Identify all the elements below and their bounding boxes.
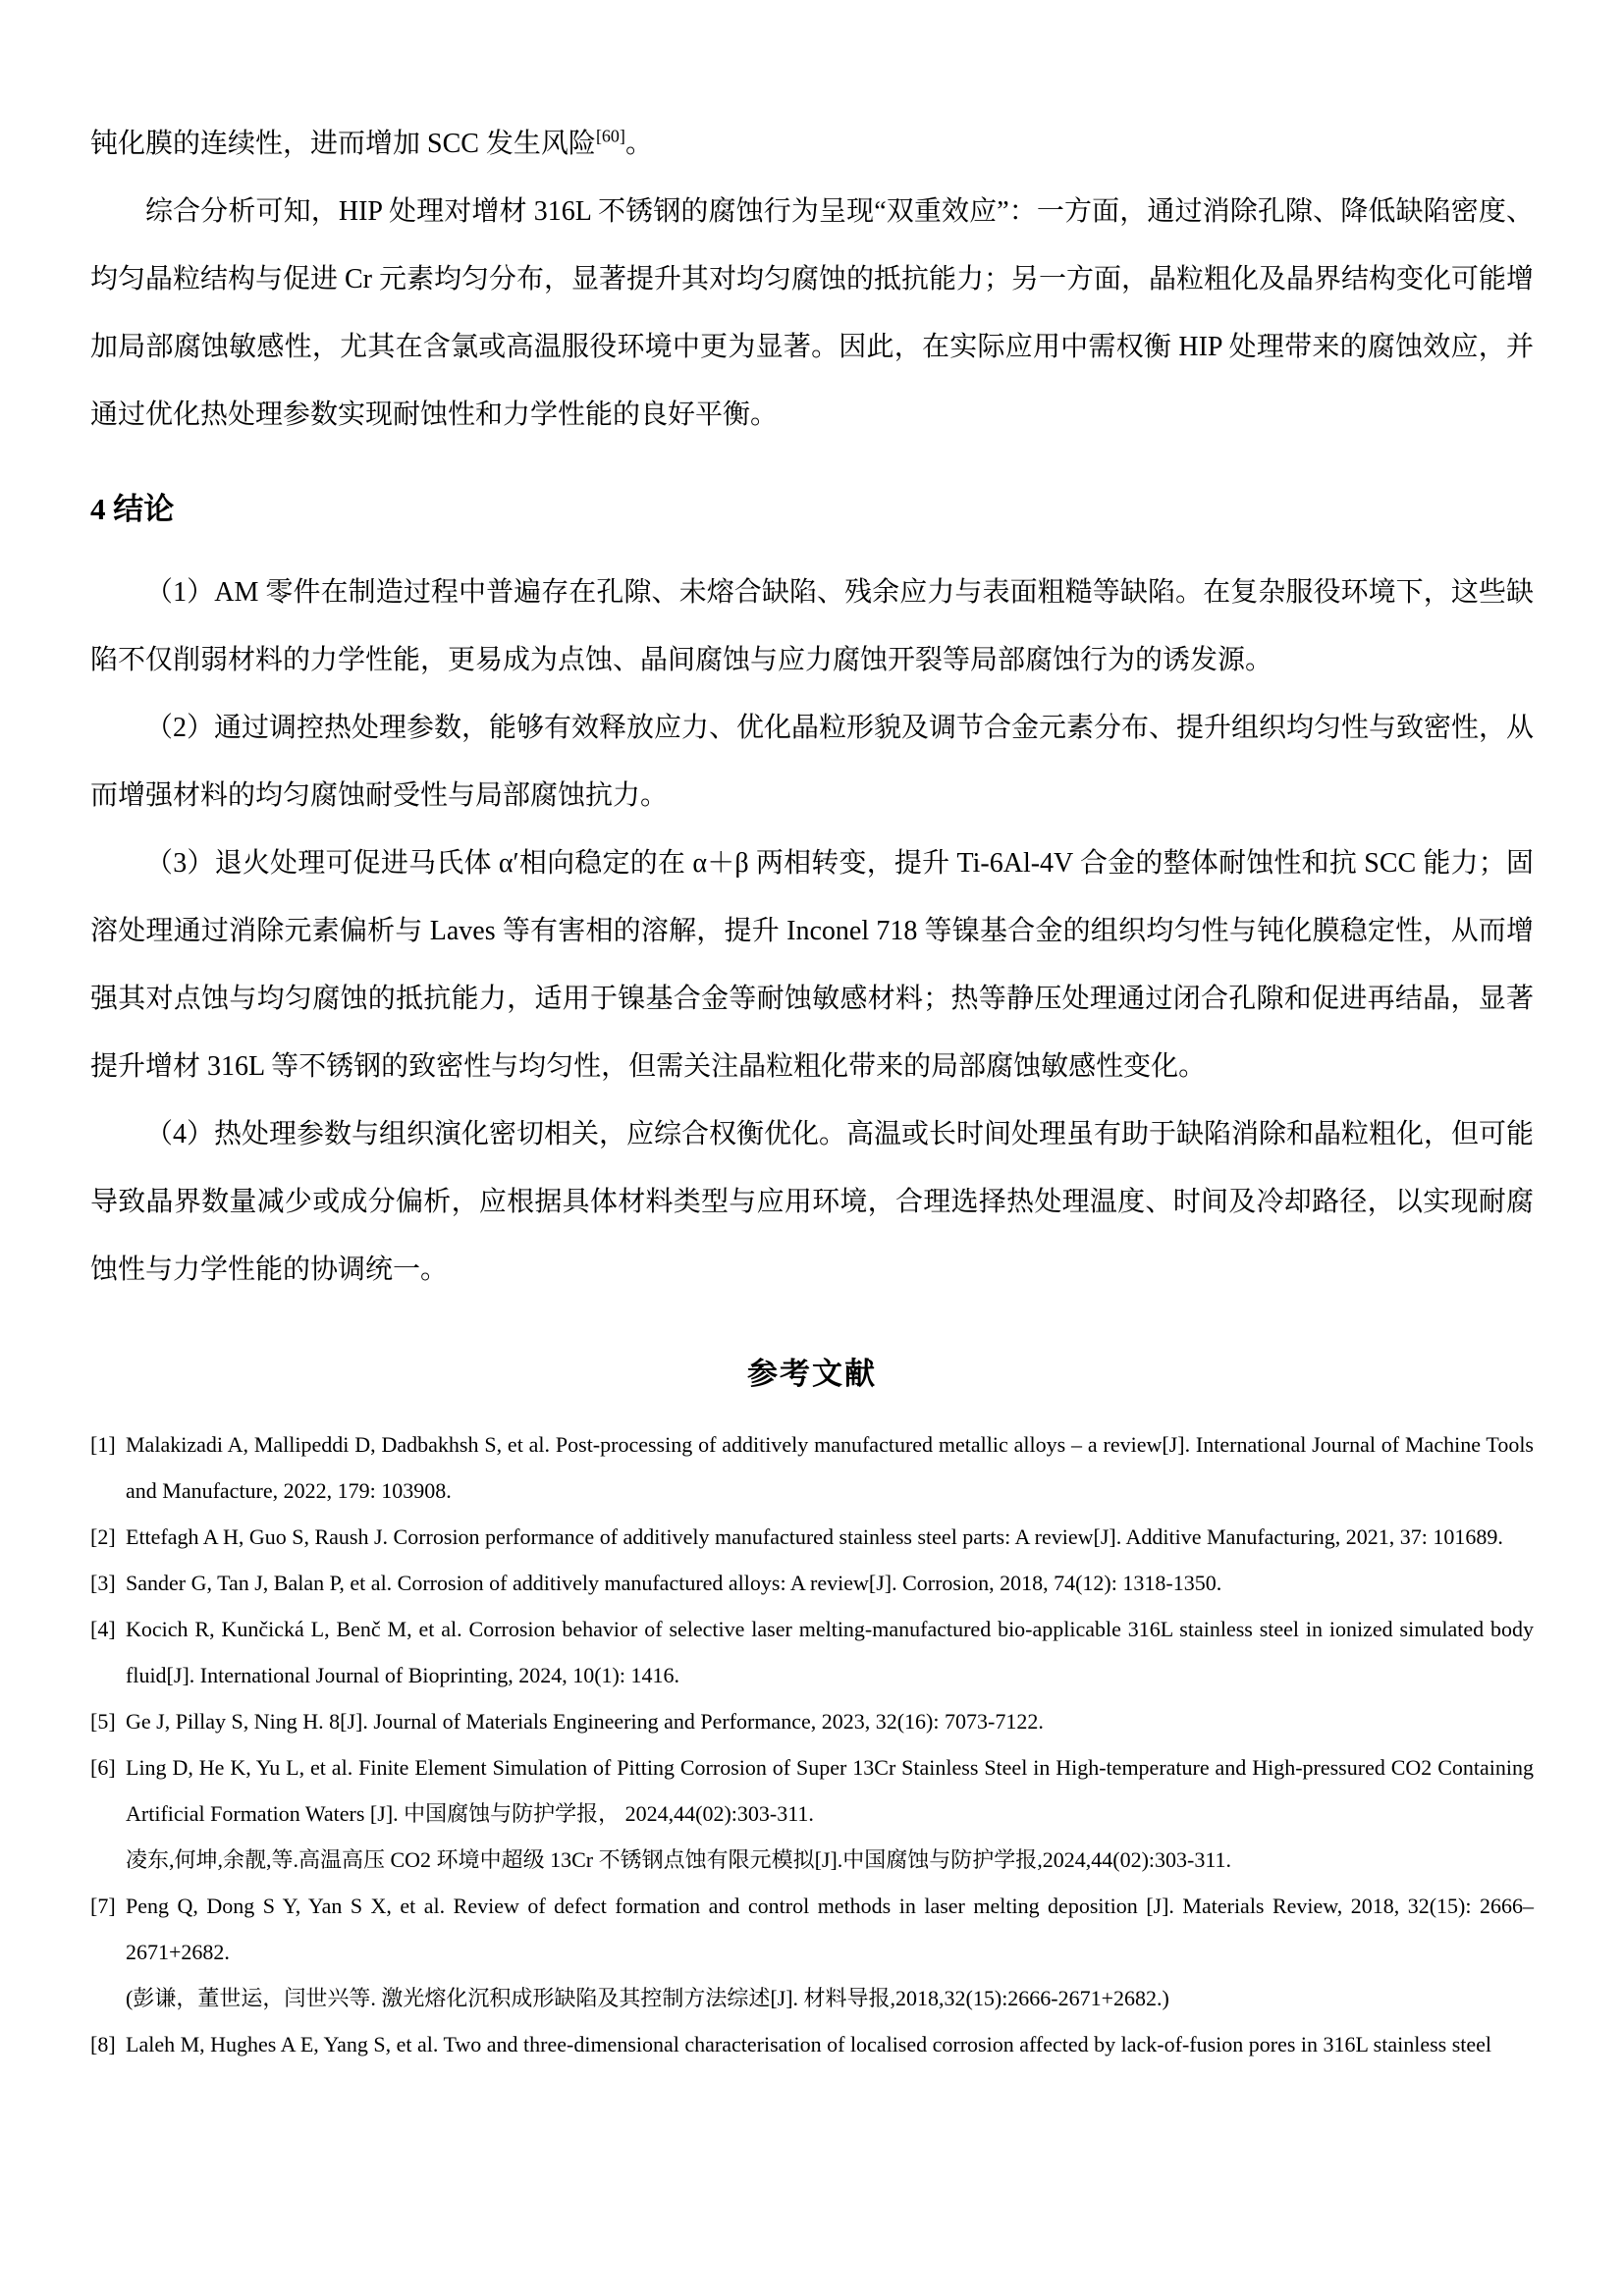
- reference-item-2: [90, 1514, 1534, 1560]
- reference-number: [4]: [90, 1617, 116, 1641]
- reference-body: [126, 1560, 1534, 1606]
- conclusion-item-1: （1）AM 零件在制造过程中普遍存在孔隙、未熔合缺陷、残余应力与表面粗糙等缺陷。在复杂服役环境下，这些缺陷不仅削弱材料的力学性能，更易成为点蚀、晶间腐蚀与应力腐蚀开裂等局部腐蚀行为的诱发源。: [90, 577, 1534, 675]
- reference-number: [5]: [90, 1709, 116, 1734]
- reference-text: Ge J, Pillay S, Ning H. 8[J]. Journal of Materials Engineering and Performance, 2023, 32(16): 7073-7122.: [126, 1709, 1044, 1734]
- reference-body: [126, 1698, 1534, 1744]
- reference-text: Peng Q, Dong S Y, Yan S X, et al. Review of defect formation and control methods in laser melting deposition [J]. Materials Review, 2018, 32(15): 2666–2671+2682.: [126, 1894, 1534, 1964]
- paragraph-passivation-continuation: [90, 110, 1534, 178]
- reference-item-3: [90, 1560, 1534, 1606]
- citation-superscript-60: [60]: [595, 126, 625, 146]
- reference-translation: 凌东,何坤,余靓,等.高温高压 CO2 环境中超级 13Cr 不锈钢点蚀有限元模拟[J].中国腐蚀与防护学报,2024,44(02):303-311.: [126, 1847, 1232, 1872]
- references-heading: 参考文献: [747, 1357, 877, 1391]
- reference-item-4: [90, 1606, 1534, 1698]
- reference-text: Malakizadi A, Mallipeddi D, Dadbakhsh S, et al. Post-processing of additively manufactured metallic alloys – a review[J]. International Journal of Machine Tools and Manufacture, 2022, 179: 103908.: [126, 1432, 1534, 1503]
- reference-text: Ling D, He K, Yu L, et al. Finite Element Simulation of Pitting Corrosion of Super 13Cr Stainless Steel in High-temperature and High-pressured CO2 Containing Artificial Formation Waters [J]. 中国腐蚀与防护学报， 2024,44(02):303-311.: [126, 1755, 1534, 1826]
- reference-text: Sander G, Tan J, Balan P, et al. Corrosion of additively manufactured alloys: A review[J]. Corrosion, 2018, 74(12): 1318-1350.: [126, 1571, 1222, 1595]
- reference-number: [8]: [90, 2032, 116, 2056]
- conclusion-item-3: （3）退火处理可促进马氏体 α′相向稳定的在 α＋β 两相转变，提升 Ti-6Al-4V 合金的整体耐蚀性和抗 SCC 能力；固溶处理通过消除元素偏析与 Laves 等有害相的溶解，提升 Inconel 718 等镍基合金的组织均匀性与钝化膜稳定性，从而增强其对点蚀与均匀腐蚀的抵抗能力，适用于镍基合金等耐蚀敏感材料；热等静压处理通过闭合孔隙和促进再结晶，显著提升增材 316L 等不锈钢的致密性与均匀性，但需关注晶粒粗化带来的局部腐蚀敏感性变化。: [90, 848, 1534, 1082]
- reference-body: [126, 1421, 1534, 1514]
- paragraph-text: 。: [624, 129, 653, 159]
- reference-body: [126, 1606, 1534, 1698]
- paragraph-text: 钝化膜的连续性，进而增加 SCC 发生风险: [90, 129, 596, 159]
- conclusion-item-2: （2）通过调控热处理参数，能够有效释放应力、优化晶粒形貌及调节合金元素分布、提升组织均匀性与致密性，从而增强材料的均匀腐蚀耐受性与局部腐蚀抗力。: [90, 713, 1535, 811]
- reference-number: [2]: [90, 1524, 116, 1549]
- reference-number: [6]: [90, 1755, 116, 1780]
- reference-number: [7]: [90, 1894, 116, 1918]
- reference-body: [126, 1514, 1534, 1560]
- reference-body: [126, 2021, 1534, 2067]
- paragraph-hip-dual-effect: 综合分析可知，HIP 处理对增材 316L 不锈钢的腐蚀行为呈现“双重效应”：一方面，通过消除孔隙、降低缺陷密度、均匀晶粒结构与促进 Cr 元素均匀分布，显著提升其对均匀腐蚀的抵抗能力；另一方面，晶粒粗化及晶界结构变化可能增加局部腐蚀敏感性，尤其在含氯或高温服役环境中更为显著。因此，在实际应用中需权衡 HIP 处理带来的腐蚀效应，并通过优化热处理参数实现耐蚀性和力学性能的良好平衡。: [90, 196, 1535, 430]
- reference-body: [126, 1744, 1534, 1883]
- reference-translation: (彭谦，董世运，闫世兴等. 激光熔化沉积成形缺陷及其控制方法综述[J]. 材料导报,2018,32(15):2666-2671+2682.): [126, 1986, 1169, 2010]
- reference-text: Laleh M, Hughes A E, Yang S, et al. Two and three-dimensional characterisation of localised corrosion affected by lack-of-fusion pores in 316L stainless steel: [126, 2032, 1492, 2056]
- reference-text: Kocich R, Kunčická L, Benč M, et al. Corrosion behavior of selective laser melting-manufactured bio-applicable 316L stainless steel in ionized simulated body fluid[J]. International Journal of Bioprinting, 2024, 10(1): 1416.: [126, 1617, 1534, 1687]
- reference-text: Ettefagh A H, Guo S, Raush J. Corrosion performance of additively manufactured stainless steel parts: A review[J]. Additive Manufacturing, 2021, 37: 101689.: [126, 1524, 1503, 1549]
- reference-item-1: [90, 1421, 1534, 1514]
- reference-body: [126, 1883, 1534, 2021]
- conclusion-item-4: （4）热处理参数与组织演化密切相关，应综合权衡优化。高温或长时间处理虽有助于缺陷消除和晶粒粗化，但可能导致晶界数量减少或成分偏析，应根据具体材料类型与应用环境，合理选择热处理温度、时间及冷却路径，以实现耐腐蚀性与力学性能的协调统一。: [90, 1119, 1535, 1285]
- references-list: [90, 1421, 1534, 2067]
- reference-number: [3]: [90, 1571, 116, 1595]
- reference-number: [1]: [90, 1432, 116, 1457]
- reference-item-8: [90, 2021, 1534, 2067]
- reference-item-6: [90, 1744, 1534, 1883]
- section-heading-conclusions: 4 结论: [90, 492, 175, 526]
- reference-item-5: [90, 1698, 1534, 1744]
- reference-item-7: [90, 1883, 1534, 2021]
